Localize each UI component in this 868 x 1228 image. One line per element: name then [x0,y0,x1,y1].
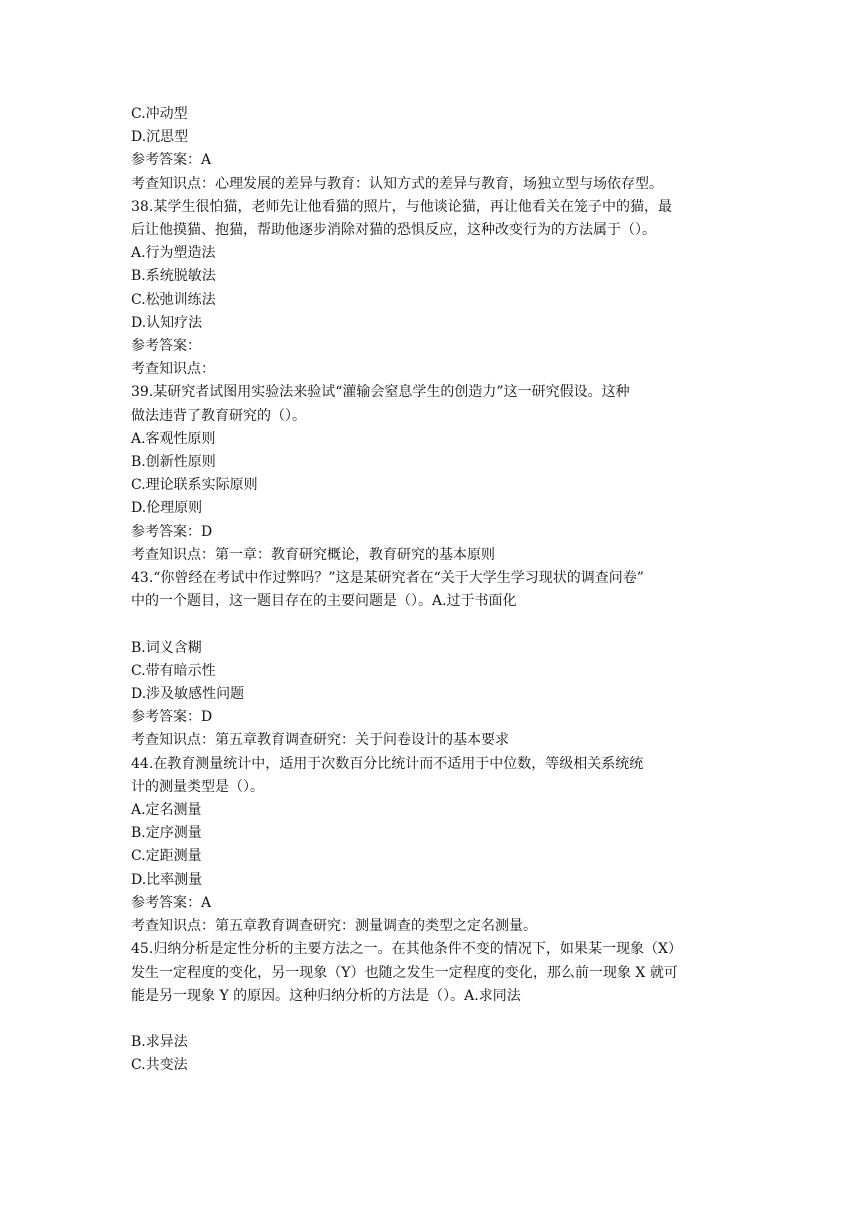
question-43-line-1: 43.“你曾经在考试中作过弊吗？”这是某研究者在“关于大学生学习现状的调查问卷” [131,570,644,587]
question-38-line-1: 38.某学生很怕猫，老师先让他看猫的照片，与他谈论猫，再让他看关在笼子中的猫，最 [131,198,673,215]
option-c: C.松弛训练法 [131,291,216,308]
knowledge-point-line: 考查知识点：心理发展的差异与教育：认知方式的差异与教育，场独立型与场依存型。 [131,175,663,192]
option-b: B.词义含糊 [131,639,202,656]
option-b: B.求异法 [131,1034,188,1051]
question-44-line-1: 44.在教育测量统计中，适用于次数百分比统计而不适用于中位数，等级相关系统统 [131,755,644,772]
answer-line: 参考答案：A [131,894,212,911]
answer-line: 参考答案：A [131,152,212,169]
option-a: A.定名测量 [131,802,202,819]
answer-line: 参考答案： [131,338,201,355]
option-b: B.系统脱敏法 [131,268,216,285]
question-44-line-2: 计的测量类型是（）。 [131,778,264,795]
knowledge-point-line: 考查知识点：第一章：教育研究概论，教育研究的基本原则 [131,546,495,563]
option-d-reflective: D.沉思型 [131,129,189,146]
option-a: A.行为塑造法 [131,245,216,262]
option-d: D.认知疗法 [131,314,203,331]
option-c: C.定距测量 [131,848,202,865]
question-45-line-3: 能是另一现象 Y 的原因。这种归纳分析的方法是（）。A.求同法 [131,987,521,1004]
option-b: B.定序测量 [131,825,202,842]
option-c-impulsive: C.冲动型 [131,106,188,122]
option-d: D.比率测量 [131,871,203,888]
question-45-line-2: 发生一定程度的变化，另一现象（Y）也随之发生一定程度的变化，那么前一现象 X 就可 [131,964,678,981]
option-b: B.创新性原则 [131,454,216,471]
option-c: C.带有暗示性 [131,662,216,679]
question-39-line-1: 39.某研究者试图用实验法来验试“灌输会窒息学生的创造力”这一研究假设。这种 [131,384,630,401]
option-d: D.涉及敏感性问题 [131,686,245,703]
answer-line: 参考答案：D [131,523,213,540]
option-a: A.客观性原则 [131,430,216,447]
question-38-line-2: 后让他摸猫、抱猫，帮助他逐步消除对猫的恐惧反应，这种改变行为的方法属于（）。 [131,222,656,239]
question-43-line-2: 中的一个题目，这一题目存在的主要问题是（）。A.过于书面化 [131,593,517,610]
answer-line: 参考答案：D [131,709,213,726]
question-39-line-2: 做法违背了教育研究的（）。 [131,407,306,424]
question-45-line-1: 45.归纳分析是定性分析的主要方法之一。在其他条件不变的情况下，如果某一现象（X） [131,941,683,958]
knowledge-point-line: 考查知识点：第五章教育调查研究：关于问卷设计的基本要求 [131,732,509,749]
knowledge-point-line: 考查知识点： [131,361,215,378]
option-c: C.共变法 [131,1057,188,1074]
option-c: C.理论联系实际原则 [131,477,258,494]
option-d: D.伦理原则 [131,500,203,517]
knowledge-point-line: 考查知识点：第五章教育调查研究：测量调查的类型之定名测量。 [131,918,537,935]
